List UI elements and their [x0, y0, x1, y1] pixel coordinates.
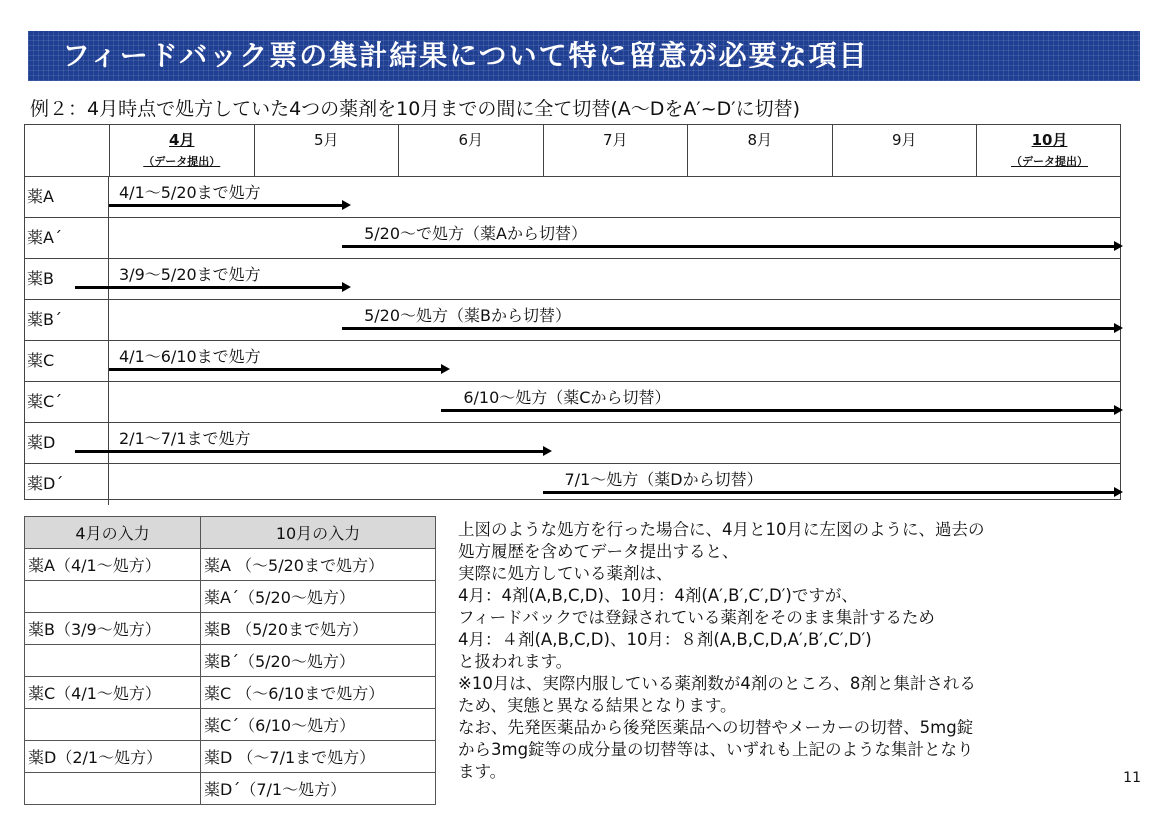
drug-label: 薬A´ [25, 218, 109, 258]
timeline-row [25, 423, 1120, 464]
timeline-row [25, 177, 1120, 218]
drug-label: 薬C [25, 341, 109, 381]
october-input-cell: 薬D´（7/1～処方） [201, 773, 436, 805]
october-input-cell: 薬C （～6/10まで処方） [201, 677, 436, 709]
prescription-arrow [75, 286, 342, 289]
october-input-cell: 薬A´（5/20～処方） [201, 581, 436, 613]
timeline-header [25, 125, 1120, 177]
april-input-cell: 薬D（2/1～処方） [25, 741, 201, 773]
prescription-arrow [109, 368, 441, 371]
input-comparison-table [24, 516, 436, 805]
page-number: 11 [1123, 770, 1141, 786]
drug-label: 薬D´ [25, 464, 109, 505]
table-header-row [25, 517, 436, 549]
october-input-cell: 薬B （5/20まで処方） [201, 613, 436, 645]
october-input-cell: 薬C´（6/10～処方） [201, 709, 436, 741]
month-label: 4月 [169, 131, 195, 149]
month-header-5 [254, 125, 399, 176]
note-line: ため、実態と異なる結果となります。 [458, 696, 737, 715]
timeline-row [25, 259, 1120, 300]
note-line: ます。 [458, 762, 507, 781]
prescription-period-label: 7/1～処方（薬Dから切替） [564, 470, 763, 489]
april-input-cell [25, 773, 201, 805]
april-input-cell: 薬C（4/1～処方） [25, 677, 201, 709]
note-line: フィードバックでは登録されている薬剤をそのまま集計するため [458, 608, 935, 627]
april-input-cell [25, 709, 201, 741]
april-input-cell: 薬B（3/9～処方） [25, 613, 201, 645]
timeline-row [25, 300, 1120, 341]
prescription-period-label: 3/9～5/20まで処方 [119, 265, 261, 284]
month-header-10 [976, 125, 1122, 176]
table-row [25, 741, 436, 773]
drug-label: 薬B´ [25, 300, 109, 340]
timeline-row [25, 382, 1120, 423]
table-row [25, 645, 436, 677]
prescription-arrow [75, 450, 543, 453]
table-row [25, 613, 436, 645]
timeline-row [25, 341, 1120, 382]
note-line: 上図のような処方を行った場合に、4月と10月に左図のように、過去の [458, 520, 985, 539]
prescription-timeline [24, 124, 1121, 500]
note-line: なお、先発医薬品から後発医薬品への切替やメーカーの切替、5mg錠 [458, 718, 974, 737]
note-line: から3mg錠等の成分量の切替等は、いずれも上記のような集計となり [458, 740, 974, 759]
prescription-arrow [109, 204, 342, 207]
month-header-6 [398, 125, 543, 176]
note-line: 4月：4剤(A,B,C,D)、10月：4剤(A′,B′,C′,D′)ですが、 [458, 586, 858, 605]
april-input-cell [25, 645, 201, 677]
prescription-period-label: 6/10～処方（薬Cから切替） [463, 388, 671, 407]
drug-label: 薬B [25, 259, 109, 299]
timeline-row [25, 218, 1120, 259]
prescription-period-label: 5/20～処方（薬Bから切替） [364, 306, 571, 325]
table-row [25, 677, 436, 709]
april-input-header: 4月の入力 [25, 517, 201, 549]
table-row [25, 773, 436, 805]
month-label: 10月 [1031, 131, 1068, 149]
drug-label: 薬A [25, 177, 109, 217]
april-input-cell [25, 581, 201, 613]
title-banner [28, 31, 1140, 81]
prescription-arrow [441, 409, 1114, 412]
explanation-text [458, 519, 1148, 783]
drug-label: 薬C´ [25, 382, 109, 422]
table-row [25, 709, 436, 741]
timeline-row [25, 464, 1120, 505]
month-header-9 [832, 125, 977, 176]
note-line: 実際に処方している薬剤は、 [458, 564, 673, 583]
month-label: 7月 [602, 131, 628, 149]
prescription-arrow [342, 327, 1114, 330]
month-label: 6月 [458, 131, 484, 149]
october-input-header: 10月の入力 [201, 517, 436, 549]
month-label: 9月 [891, 131, 917, 149]
month-label: 8月 [747, 131, 773, 149]
page-title: フィードバック票の集計結果について特に留意が必要な項目 [62, 39, 869, 72]
note-line: 処方履歴を含めてデータ提出すると、 [458, 542, 739, 561]
data-submission-label: （データ提出） [1011, 155, 1088, 168]
month-header-8 [687, 125, 832, 176]
prescription-period-label: 2/1～7/1まで処方 [119, 429, 251, 448]
drug-label: 薬D [25, 423, 109, 463]
october-input-cell: 薬D （～7/1まで処方） [201, 741, 436, 773]
month-label: 5月 [313, 131, 339, 149]
prescription-arrow [543, 491, 1115, 494]
prescription-period-label: 4/1～5/20まで処方 [119, 183, 261, 202]
month-header-4 [109, 125, 254, 176]
note-line: と扱われます。 [458, 652, 573, 671]
table-row [25, 581, 436, 613]
april-input-cell: 薬A（4/1～処方） [25, 549, 201, 581]
october-input-cell: 薬A （～5/20まで処方） [201, 549, 436, 581]
example-subtitle: 例２：4月時点で処方していた4つの薬剤を10月までの間に全て切替(A～DをA′~D′に切替) [30, 98, 800, 120]
note-line: 4月：４剤(A,B,C,D)、10月：８剤(A,B,C,D,A′,B′,C′,D′) [458, 630, 872, 649]
prescription-period-label: 5/20～で処方（薬Aから切替） [364, 224, 587, 243]
month-header-7 [543, 125, 688, 176]
note-line: ※10月は、実際内服している薬剤数が4剤のところ、8剤と集計される [458, 674, 976, 693]
table-row [25, 549, 436, 581]
october-input-cell: 薬B´（5/20～処方） [201, 645, 436, 677]
prescription-arrow [342, 245, 1114, 248]
data-submission-label: （データ提出） [143, 155, 221, 168]
prescription-period-label: 4/1～6/10まで処方 [119, 347, 261, 366]
